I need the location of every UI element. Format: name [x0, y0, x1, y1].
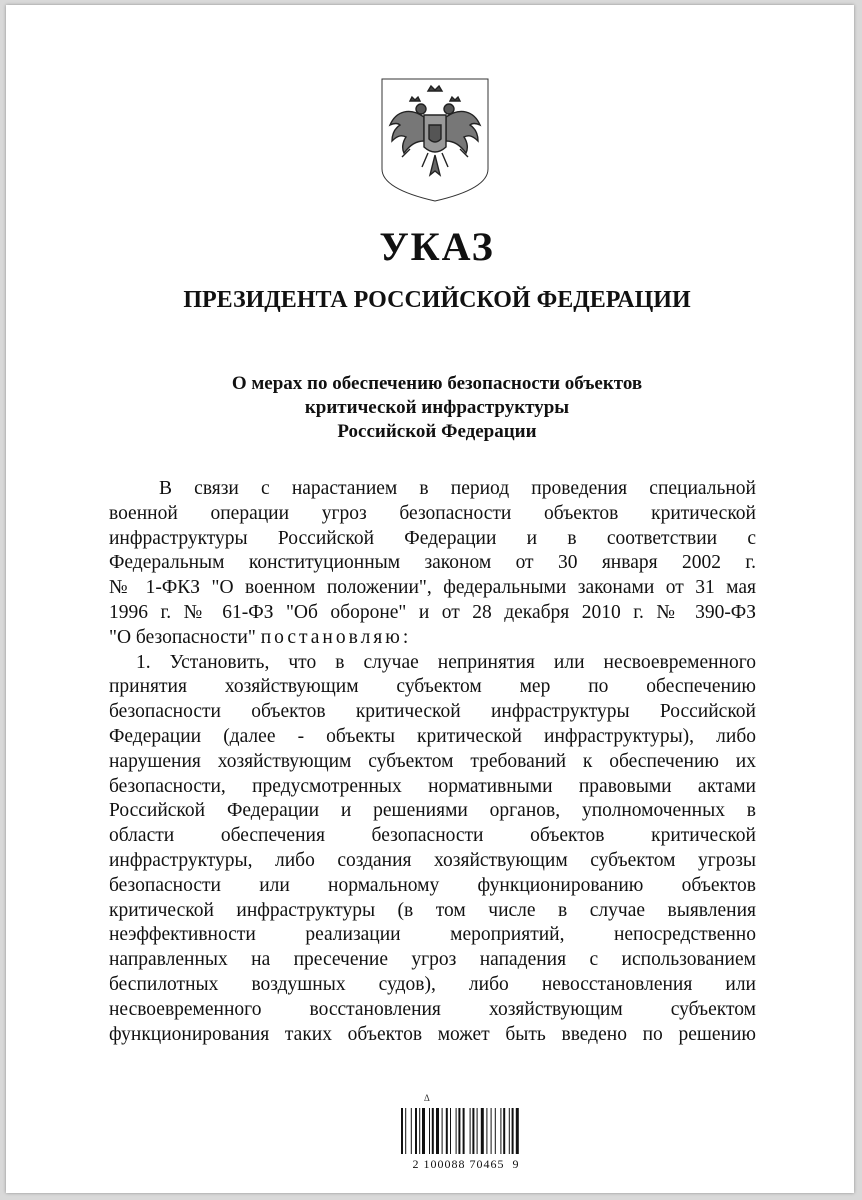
barcode-bar	[432, 1108, 434, 1154]
subject-line: критической инфраструктуры	[304, 397, 570, 418]
barcode-bar	[458, 1108, 460, 1154]
body-line: Федеральным конституционным законом от 30 января 2002 г.	[109, 552, 756, 574]
barcode-bar	[446, 1108, 448, 1154]
barcode-number: 2 100088 70465 9	[412, 1157, 520, 1171]
subject-line: О мерах по обеспечению безопасности объектов	[231, 373, 643, 394]
body-line: безопасности или нормальному функционированию объектов	[109, 874, 756, 896]
barcode-bar	[481, 1108, 484, 1154]
barcode-icon	[401, 1108, 541, 1154]
barcode-bar	[456, 1108, 457, 1154]
barcode-bar	[419, 1108, 420, 1154]
barcode-bar	[450, 1108, 451, 1154]
barcode-bar	[495, 1108, 496, 1154]
decree-subject	[6, 372, 854, 444]
body-line: нарушения хозяйствующим субъектом требований к обеспечению их	[109, 750, 756, 772]
barcode-bar	[491, 1108, 492, 1154]
document-subtitle: ПРЕЗИДЕНТА РОССИЙСКОЙ ФЕДЕРАЦИИ	[183, 287, 691, 313]
decree-body	[109, 477, 756, 1047]
barcode-bar	[422, 1108, 425, 1154]
body-line: Российской Федерации и решениями органов, уполномоченных в	[109, 800, 756, 822]
body-line: неэффективности реализации мероприятий, непосредственно	[109, 924, 756, 946]
document-page	[6, 5, 854, 1193]
document-title: УКАЗ	[379, 224, 495, 269]
body-line: безопасности, предусмотренных нормативными правовыми актами	[109, 775, 756, 797]
double-headed-eagle-emblem-icon	[380, 77, 490, 203]
body-line: В связи с нарастанием в период проведения специальной	[159, 478, 756, 499]
body-line: принятия хозяйствующим субъектом мер по обеспечению	[109, 676, 756, 698]
barcode-bar	[470, 1108, 471, 1154]
barcode-bar	[472, 1108, 474, 1154]
preamble-last-line-text: "О безопасности"	[109, 626, 261, 648]
barcode-bar	[486, 1108, 487, 1154]
body-line: 1996 г. № 61-ФЗ "Об обороне" и от 28 декабря 2010 г. № 390-ФЗ	[109, 601, 756, 623]
subject-line: Российской Федерации	[337, 421, 537, 442]
barcode-bar	[401, 1108, 403, 1154]
barcode-bar	[477, 1108, 478, 1154]
barcode-bar	[442, 1108, 443, 1154]
body-line: области обеспечения безопасности объектов критической	[109, 825, 756, 847]
body-line: безопасности объектов критической инфраструктуры Российской	[109, 701, 756, 723]
body-line: несвоевременного восстановления хозяйствующим субъектом	[109, 998, 756, 1020]
body-line: военной операции угроз безопасности объектов критической	[109, 502, 756, 524]
body-line	[109, 626, 756, 651]
body-line: направленных на пресечение угроз нападения с использованием	[109, 949, 756, 971]
body-line: инфраструктуры Российской Федерации и в соответствии с	[109, 527, 756, 549]
barcode-bar	[503, 1108, 505, 1154]
body-line: функционирования таких объектов может быть введено по решению	[109, 1023, 756, 1045]
body-line: Федерации (далее - объекты критической инфраструктуры), либо	[109, 725, 756, 747]
barcode-bar	[405, 1108, 406, 1154]
barcode-bar	[463, 1108, 465, 1154]
barcode-bar	[512, 1108, 514, 1154]
body-line: 1. Установить, что в случае непринятия или несвоевременного	[136, 651, 756, 673]
barcode-mark: Δ	[424, 1093, 430, 1103]
barcode-bar	[411, 1108, 412, 1154]
body-line: беспилотных воздушных судов), либо невосстановления или	[109, 973, 756, 995]
body-line: № 1-ФКЗ "О военном положении", федеральными законами от 31 мая	[109, 577, 756, 599]
barcode-bar	[516, 1108, 519, 1154]
barcode-bar	[415, 1108, 417, 1154]
barcode-bar	[509, 1108, 510, 1154]
barcode-bar	[436, 1108, 439, 1154]
barcode-bar	[429, 1108, 430, 1154]
body-line: инфраструктуры, либо создания хозяйствующим субъектом угрозы	[109, 849, 756, 871]
barcode-bar	[500, 1108, 501, 1154]
decree-word: постановляю:	[260, 626, 412, 648]
body-line: критической инфраструктуры (в том числе в случае выявления	[109, 899, 756, 921]
